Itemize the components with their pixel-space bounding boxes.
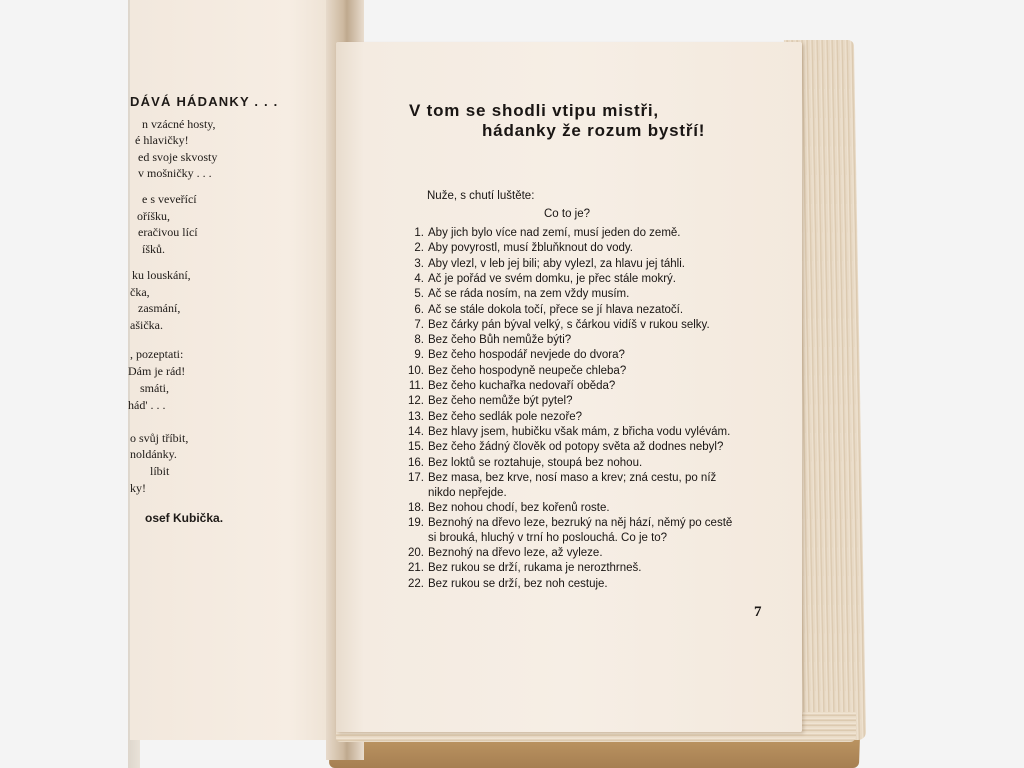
riddle-text-continued: nikdo nepřejde. — [428, 486, 507, 499]
poem-line: é hlavičky! — [135, 133, 189, 147]
riddle-item — [398, 501, 778, 516]
riddle-text: Bez čárky pán býval velký, s čárkou vidíš v rukou selky. — [428, 318, 710, 331]
poem-line: v mošničky . . . — [138, 166, 212, 180]
riddle-text: Beznohý na dřevo leze, až vyleze. — [428, 547, 603, 560]
riddle-item — [398, 364, 778, 379]
poem-line: e s veveřící — [142, 192, 197, 206]
riddle-number: 3. — [414, 257, 424, 270]
riddle-text: Aby jich bylo více nad zemí, musí jeden do země. — [428, 227, 681, 239]
riddle-number: 16. — [408, 456, 424, 469]
riddle-subheading: Co to je? — [544, 208, 591, 220]
riddle-item — [398, 546, 778, 561]
riddle-item — [398, 257, 778, 272]
riddle-number: 20. — [408, 547, 424, 560]
riddle-item — [398, 318, 778, 333]
poem-line: noldánky. — [130, 447, 177, 461]
poem-line: zasmání, — [138, 301, 181, 315]
poem-line: eračivou lící — [138, 225, 198, 239]
riddle-text: Ač se ráda nosím, na zem vždy musím. — [428, 288, 630, 301]
riddle-item — [398, 303, 778, 318]
riddle-number: 18. — [408, 501, 424, 514]
riddle-item — [398, 456, 778, 471]
riddle-text: Bez rukou se drží, rukama je nerozthrneš. — [428, 562, 642, 575]
riddle-text: Bez čeho hospodář nevjede do dvora? — [428, 349, 625, 362]
riddle-number: 5. — [414, 288, 424, 301]
intro-text: Nuže, s chutí luštěte: — [427, 190, 535, 202]
riddle-text: Bez rukou se drží, bez noh cestuje. — [428, 577, 608, 590]
riddle-number: 21. — [408, 562, 424, 575]
riddle-text: Bez čeho sedlák pole nezoře? — [428, 410, 583, 423]
page-title-line1: V tom se shodli vtipu mistři, — [409, 101, 659, 120]
riddle-text: Aby vlezl, v leb jej bili; aby vylezl, za hlavu jej táhli. — [428, 257, 685, 270]
riddle-number: 4. — [414, 272, 424, 285]
riddle-item — [398, 272, 778, 287]
page-title-line2: hádanky že rozum bystří! — [482, 121, 706, 140]
riddle-text: Bez čeho žádný člověk od potopy světa až dodnes nebyl? — [428, 441, 724, 454]
riddle-text: Bez masa, bez krve, nosí maso a krev; zná cestu, po níž — [428, 471, 717, 484]
poem-line: hád' . . . — [128, 398, 166, 412]
riddle-item — [398, 241, 778, 256]
poem-line: ku louskání, — [132, 268, 191, 282]
poem-line: líbit — [150, 464, 170, 478]
riddle-number: 6. — [414, 303, 424, 316]
poem-line: , pozeptati: — [130, 347, 184, 361]
riddle-item — [398, 379, 778, 394]
riddle-text: Bez čeho nemůže být pytel? — [428, 395, 573, 408]
riddle-number: 13. — [408, 410, 424, 423]
riddle-number: 2. — [414, 242, 424, 255]
riddle-number: 14. — [408, 425, 424, 438]
riddle-text: Ač se stále dokola točí, přece se jí hlava nezatočí. — [428, 303, 684, 316]
riddle-number: 8. — [414, 334, 424, 347]
riddle-text: Bez čeho kuchařka nedovaří oběda? — [428, 380, 616, 392]
riddle-text: Bez hlavy jsem, hubičku však mám, z břicha vodu vylévám. — [428, 425, 731, 438]
riddle-text: Ač je pořád ve svém domku, je přec stále mokrý. — [428, 272, 676, 285]
poem-line: smáti, — [140, 381, 169, 395]
riddle-text: Aby povyrostl, musí žbluňknout do vody. — [428, 242, 633, 255]
riddle-number: 1. — [414, 227, 424, 239]
riddle-item — [398, 394, 778, 409]
riddle-text: Bez čeho Bůh nemůže býti? — [428, 334, 572, 347]
poem-line: íšků. — [142, 242, 166, 256]
poem-line: Dám je rád! — [128, 364, 186, 378]
poem-line: ašička. — [130, 318, 163, 332]
riddle-item — [398, 577, 778, 592]
poem-line: o svůj tříbit, — [130, 431, 189, 445]
poem-line: oříšku, — [137, 209, 170, 223]
riddle-number: 11. — [408, 380, 424, 392]
poem-line: čka, — [130, 285, 150, 299]
left-page-signature: osef Kubička. — [145, 511, 224, 525]
poem-line: n vzácné hosty, — [142, 117, 216, 131]
riddle-number: 10. — [408, 364, 424, 377]
riddle-number: 15. — [408, 441, 424, 454]
riddle-item — [398, 287, 778, 302]
riddle-number: 22. — [408, 577, 424, 590]
riddle-text-continued: si brouká, hluchý v trní ho poslouchá. Co je to? — [428, 532, 668, 545]
left-page-heading: DÁVÁ HÁDANKY . . . — [130, 94, 279, 109]
riddle-item — [398, 425, 778, 440]
riddle-item — [398, 516, 778, 546]
riddle-text: Bez loktů se roztahuje, stoupá bez nohou. — [428, 456, 643, 469]
riddle-item — [398, 348, 778, 363]
page-number: 7 — [754, 604, 762, 620]
riddle-number: 17. — [408, 471, 424, 484]
poem-line: ed svoje skvosty — [138, 150, 218, 164]
riddle-item — [398, 440, 778, 455]
riddle-item — [398, 561, 778, 576]
riddle-text: Bez nohou chodí, bez kořenů roste. — [428, 501, 610, 514]
riddle-number: 12. — [408, 395, 424, 408]
riddle-number: 9. — [414, 349, 424, 362]
riddle-item — [398, 471, 778, 501]
riddle-item — [398, 410, 778, 425]
riddle-item — [398, 333, 778, 348]
riddle-number: 19. — [408, 517, 424, 530]
riddle-item — [398, 226, 778, 241]
riddle-text: Beznohý na dřevo leze, bezruký na něj hází, němý po cestě — [428, 517, 733, 530]
riddle-number: 7. — [414, 318, 424, 331]
riddle-text: Bez čeho hospodyně neupeče chleba? — [428, 364, 627, 377]
poem-line: ky! — [130, 481, 146, 495]
